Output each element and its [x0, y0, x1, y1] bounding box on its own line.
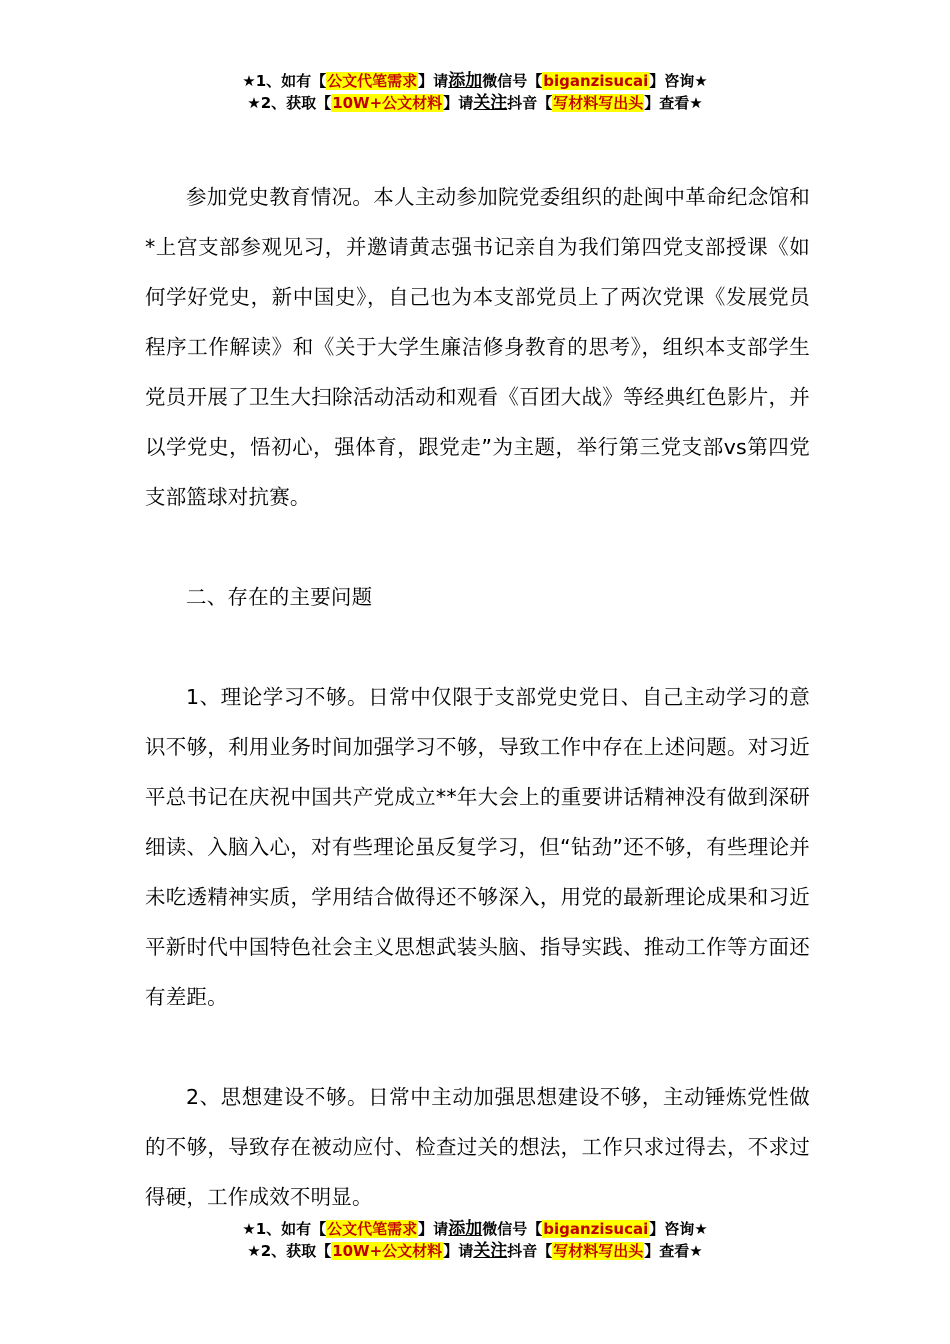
- banner-text: ★1、如有【: [242, 1220, 327, 1238]
- paragraph-spacer: [145, 622, 810, 672]
- banner-text: ★1、如有【: [242, 72, 327, 90]
- footer-banner: [0, 1218, 950, 1262]
- highlight-douyin: 写材料写出头: [553, 94, 644, 112]
- banner-text: 微信号【: [482, 1220, 543, 1238]
- banner-text: 抖音【: [507, 1242, 553, 1260]
- paragraph-spacer: [145, 1022, 810, 1072]
- highlight-wechat-id: biganzisucai: [543, 1220, 649, 1238]
- highlight-wechat-id: biganzisucai: [543, 72, 649, 90]
- banner-text: 】请: [443, 94, 474, 112]
- header-banner: [0, 70, 950, 114]
- emphasis-text: 关注: [473, 1241, 508, 1261]
- document-body: [145, 172, 810, 1222]
- highlight-materials: 10W+公文材料: [332, 1242, 443, 1260]
- paragraph-theory-study: 1、理论学习不够。日常中仅限于支部党史党日、自己主动学习的意识不够，利用业务时间加强学习不够，导致工作中存在上述问题。对习近平总书记在庆祝中国共产党成立**年大会上的重要讲话精神没有做到深研细读、入脑入心，对有些理论虽反复学习，但“钻劲”还不够，有些理论并未吃透精神实质，学用结合做得还不够深入，用党的最新理论成果和习近平新时代中国特色社会主义思想武装头脑、指导实践、推动工作等方面还有差距。: [145, 685, 810, 1009]
- banner-line-2: [0, 1240, 950, 1262]
- highlight-douyin: 写材料写出头: [553, 1242, 644, 1260]
- emphasis-text: 添加: [448, 1219, 483, 1239]
- paragraph-ideology: 2、思想建设不够。日常中主动加强思想建设不够，主动锤炼党性做的不够，导致存在被动应付、检查过关的想法，工作只求过得去，不求过得硬，工作成效不明显。: [145, 1085, 810, 1209]
- section-heading: 二、存在的主要问题: [186, 585, 373, 609]
- emphasis-text: 添加: [448, 71, 483, 91]
- banner-line-2: [0, 92, 950, 114]
- paragraph-spacer: [145, 522, 810, 572]
- banner-text: 】请: [443, 1242, 474, 1260]
- banner-line-1: [0, 1218, 950, 1240]
- banner-text: 】咨询★: [649, 1220, 708, 1238]
- banner-text: ★2、获取【: [247, 94, 332, 112]
- banner-text: 】请: [418, 72, 449, 90]
- banner-text: 】请: [418, 1220, 449, 1238]
- highlight-service: 公文代笔需求: [327, 72, 418, 90]
- banner-text: 】查看★: [644, 1242, 703, 1260]
- emphasis-text: 关注: [473, 93, 508, 113]
- banner-text: ★2、获取【: [247, 1242, 332, 1260]
- banner-text: 微信号【: [482, 72, 543, 90]
- banner-text: 抖音【: [507, 94, 553, 112]
- banner-text: 】查看★: [644, 94, 703, 112]
- paragraph-party-history: 参加党史教育情况。本人主动参加院党委组织的赴闽中革命纪念馆和*上宫支部参观见习，并邀请黄志强书记亲自为我们第四党支部授课《如何学好党史，新中国史》，自己也为本支部党员上了两次党课《发展党员程序工作解读》和《关于大学生廉洁修身教育的思考》，组织本支部学生党员开展了卫生大扫除活动活动和观看《百团大战》等经典红色影片，并以学党史，悟初心，强体育，跟党走”为主题，举行第三党支部vs第四党支部篮球对抗赛。: [145, 185, 810, 509]
- banner-line-1: [0, 70, 950, 92]
- banner-text: 】咨询★: [649, 72, 708, 90]
- highlight-materials: 10W+公文材料: [332, 94, 443, 112]
- highlight-service: 公文代笔需求: [327, 1220, 418, 1238]
